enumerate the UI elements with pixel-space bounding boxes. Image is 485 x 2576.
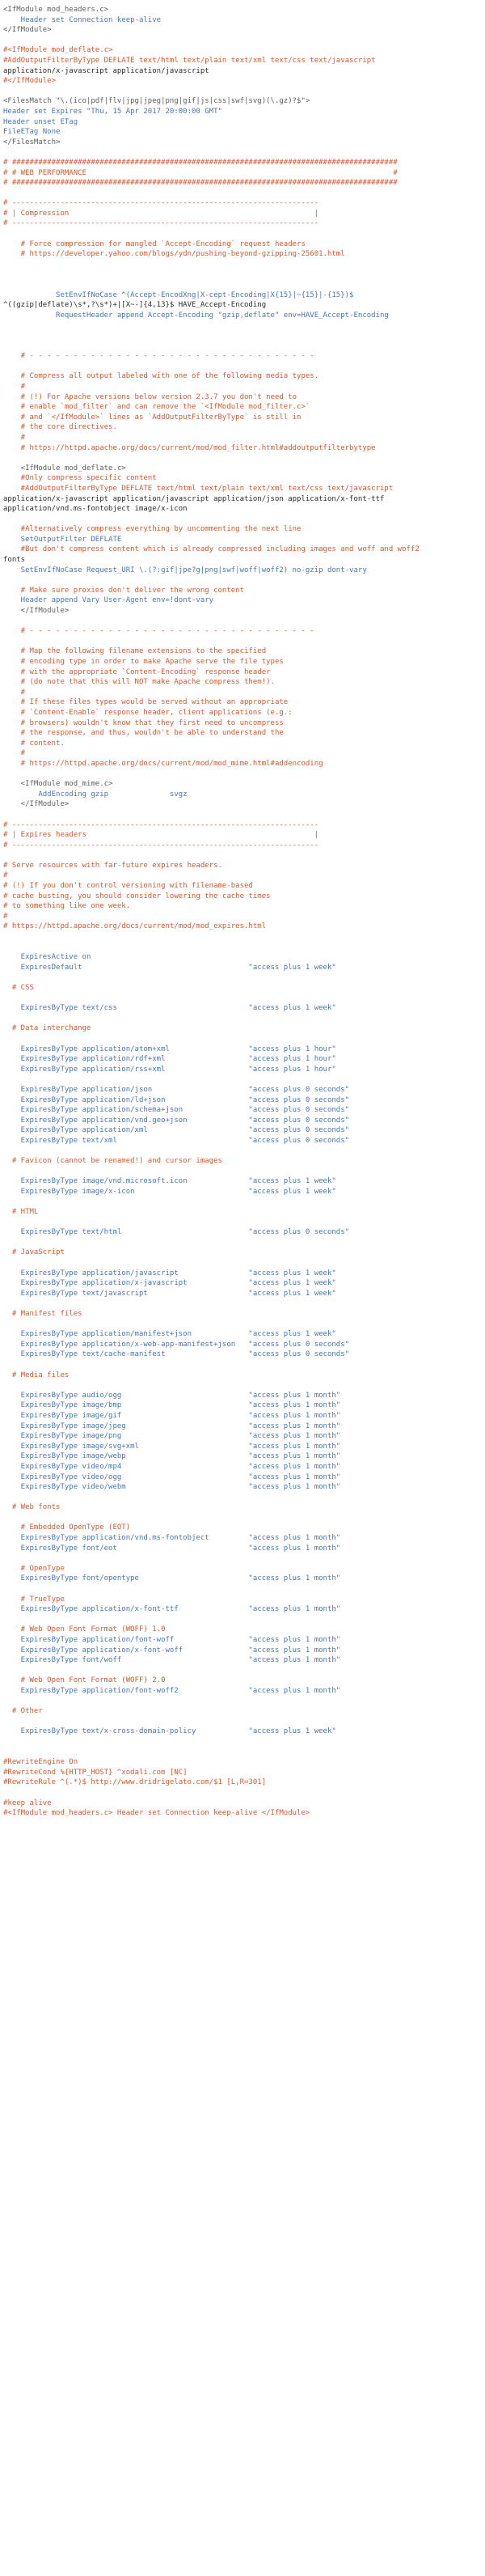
code-line [3,1615,482,1625]
code-line [3,280,482,290]
code-line: # [3,912,8,921]
code-line: ExpiresActive on [3,953,91,962]
code-line: ExpiresByType audio/ogg "access plus 1 month" [3,1391,341,1400]
code-line: ExpiresByType application/rdf+xml "access plus 1 hour" [3,1055,336,1064]
code-line: #RewriteCond %{HTTP_HOST} ^xodali.com [NC] [3,1768,188,1777]
code-line: ExpiresByType image/bmp "access plus 1 month" [3,1401,341,1410]
code-line [3,147,482,158]
code-line: ExpiresByType video/mp4 "access plus 1 month" [3,1462,341,1471]
code-line: ExpiresByType application/vnd.geo+json "access plus 0 seconds" [3,1116,350,1125]
code-line: #<IfModule mod_headers.c> Header set Connection keep-alive </IfModule> [3,1809,310,1818]
code-line: ExpiresByType text/x-cross-domain-policy "access plus 1 week" [3,1727,336,1736]
code-line: # `Content-Enable` response header, client applications (e.g.: [3,708,293,717]
code-line: # Compress all output labeled with one of the following media types. [3,372,319,381]
code-line: # ---------------------------------------------------------------------- [3,820,319,829]
code-line: # [3,382,26,391]
code-line [3,850,482,861]
code-line: AddEncoding gzip svgz [3,790,188,799]
code-line [3,1553,482,1564]
code-line: # - - - - - - - - - - - - - - - - - - - - - - - - - - - - - - - - - [3,352,314,361]
code-line: ExpiresByType application/json "access plus 0 seconds" [3,1085,350,1094]
code-line: # OpenType [3,1564,65,1573]
code-line [3,1717,482,1727]
code-line: # [3,871,8,880]
code-line: ExpiresByType application/rss+xml "access plus 1 hour" [3,1065,336,1074]
code-line: # TrueType [3,1595,65,1604]
code-line: #RewriteEngine On [3,1758,78,1767]
code-line [3,260,482,270]
code-line: # Manifest files [3,1310,82,1318]
code-line: </IfModule> [3,26,52,35]
code-line: Header set Connection keep-alive [3,15,162,24]
code-line [3,320,482,331]
code-line: ExpiresByType application/font-woff "access plus 1 month" [3,1636,341,1644]
code-line: # (!) For Apache versions below version 2.3.7 you don't need to [3,392,297,401]
code-line: ExpiresByType application/vnd.ms-fontobject "access plus 1 month" [3,1534,341,1543]
code-line: # https://httpd.apache.org/docs/current/mod/mod_expires.html [3,922,267,931]
code-line: ExpiresByType font/woff "access plus 1 month" [3,1656,341,1665]
code-line: # enable `mod_filter` and can remove the `<IfModule mod_filter.c>` [3,403,310,412]
code-line: <FilesMatch "\.(ico|pdf|flv|jpg|jpeg|png|gif|js|css|swf|svg)(\.gz)?$"> [3,97,310,106]
code-line: # https://httpd.apache.org/docs/current/mod/mod_filter.html#addoutputfilterbytype [3,443,376,452]
code-line: # the core directives. [3,423,117,432]
code-line: SetEnvIfNoCase Request_URI \.(?:gif|jpe?g|png|swf|woff|woff2) no-gzip dont-vary [3,566,367,574]
code-line: #AddOutputFilterByType DEFLATE text/html text/plain text/xml text/css text/javascript [3,56,376,65]
code-line [3,1320,482,1330]
code-line: ExpiresByType application/ld+json "access plus 0 seconds" [3,1095,350,1104]
code-line: # to something like one week. [3,902,131,911]
code-line: application/x-javascript application/javascript [3,66,209,75]
code-line: ExpiresByType font/eot "access plus 1 month" [3,1544,341,1553]
code-line: Header append Vary User-Agent env=!dont-vary [3,596,214,605]
code-line [3,1737,482,1748]
code-line: ExpiresByType application/x-web-app-manifest+json "access plus 0 seconds" [3,1340,350,1349]
code-line [3,1748,482,1758]
code-line [3,341,482,352]
code-line: #AddOutputFilterByType DEFLATE text/html text/plain text/xml text/css text/javascript [3,484,394,493]
code-line: ExpiresByType text/cache-manifest "access plus 0 seconds" [3,1350,350,1359]
code-line: <IfModule mod_headers.c> [3,6,109,14]
code-line: # | Compression | [3,209,319,218]
code-line: # content. [3,739,65,748]
code-line: #keep alive [3,1799,52,1807]
code-line [3,1258,482,1269]
code-line: # (!) If you don't control versioning with filename-based [3,882,253,891]
code-line: # Serve resources with far-future expires headers. [3,861,222,870]
code-line [3,616,482,627]
code-line: # Make sure proxies don't deliver the wrong content [3,586,245,595]
code-line: ExpiresByType image/png "access plus 1 month" [3,1432,341,1441]
code-line: # JavaScript [3,1248,65,1257]
code-line: # encoding type in order to make Apache serve the file types [3,658,284,666]
code-line: </FilesMatch> [3,138,61,146]
code-line: ExpiresByType image/webp "access plus 1 month" [3,1452,341,1461]
code-line: Header unset ETag [3,117,78,126]
code-line [3,932,482,943]
code-line: # ######################################################################################## [3,158,398,167]
code-line: ExpiresByType image/x-icon "access plus 1 week" [3,1187,336,1196]
code-line: # [3,749,26,758]
code-line: ExpiresByType application/x-javascript "access plus 1 week" [3,1279,336,1288]
code-line [3,994,482,1004]
code-line [3,1584,482,1595]
code-line: ExpiresByType image/jpeg "access plus 1 month" [3,1421,341,1430]
code-line: ExpiresByType text/xml "access plus 0 seconds" [3,1136,350,1145]
code-line: # and `</IfModule>` lines as `AddOutputFilterByType` is still in [3,413,302,422]
code-line: ExpiresByType application/x-font-ttf "access plus 1 month" [3,1605,341,1614]
code-line: ExpiresDefault "access plus 1 week" [3,963,336,972]
code-line: ExpiresByType application/x-font-woff "access plus 1 month" [3,1646,341,1654]
code-line: SetOutputFilter DEFLATE [3,535,122,544]
code-line [3,1034,482,1044]
code-line: ExpiresByType application/javascript "access plus 1 week" [3,1269,336,1277]
code-line [3,1238,482,1248]
code-line: # If these files types would be served without an appropriate [3,698,289,707]
code-line: ExpiresByType application/font-woff2 "access plus 1 month" [3,1686,341,1695]
code-line: ExpiresByType image/gif "access plus 1 month" [3,1411,341,1420]
code-line: RequestHeader append Accept-Encoding "gzip,deflate" env=HAVE_Accept-Encoding [3,311,389,320]
code-line: # Data interchange [3,1024,91,1033]
code-line [3,1146,482,1157]
code-line [3,1014,482,1024]
code-line: #<IfModule mod_deflate.c> [3,46,113,55]
code-line: # Web Open Font Format (WOFF) 1.0 [3,1625,166,1634]
code-line: # ---------------------------------------------------------------------- [3,841,319,849]
code-line: ExpiresByType text/javascript "access plus 1 week" [3,1289,336,1298]
code-line: # [3,433,26,442]
code-line: <IfModule mod_deflate.c> [3,464,126,472]
code-line: #RewriteRule ^(.*)$ http://www.dridrigelato.com/$1 [L,R=301] [3,1778,267,1787]
code-line [3,1360,482,1371]
code-line [3,810,482,820]
code-line: # | Expires headers | [3,831,319,840]
code-line [3,1074,482,1085]
code-line: # [3,688,26,697]
code-line [3,1299,482,1309]
code-line: ExpiresByType application/manifest+json "access plus 1 week" [3,1330,336,1339]
code-line [3,943,482,953]
code-line: ExpiresByType text/html "access plus 0 seconds" [3,1228,350,1237]
code-line: # browsers) wouldn't know that they first need to uncompress [3,718,284,727]
code-line [3,1218,482,1228]
code-line: # the response, and thus, wouldn't be able to understand the [3,729,284,738]
code-line: #But don't compress content which is already compressed including images and woff and woff2 [3,545,420,554]
code-line [3,362,482,372]
code-line [3,331,482,341]
code-line: ExpiresByType font/opentype "access plus 1 month" [3,1574,341,1583]
code-line [3,1513,482,1523]
code-line: Header set Expires "Thu, 15 Apr 2017 20:00:00 GMT" [3,107,222,116]
code-line: # ######################################################################################## [3,179,398,188]
code-line: </IfModule> [3,800,70,809]
code-line: application/x-javascript application/javascript application/json application/x-font-ttf [3,494,385,503]
code-line: ExpiresByType video/ogg "access plus 1 month" [3,1472,341,1481]
code-line: # cache busting, you should consider lowering the cache times [3,892,271,900]
code-line [3,637,482,647]
code-line: ExpiresByType video/webm "access plus 1 month" [3,1483,341,1492]
code-line [3,189,482,199]
code-line: application/vnd.ms-fontobject image/x-icon [3,505,188,514]
code-line: # HTML [3,1208,39,1217]
code-line [3,453,482,464]
code-line: # CSS [3,984,34,992]
code-line: fonts [3,556,26,565]
code-line: #Only compress specific content [3,474,157,483]
code-line: SetEnvIfNoCase ^(Accept-EncodXng|X-cept-Encoding|X{15}|~{15}|-{15})$ [3,290,354,299]
code-line: # # WEB PERFORMANCE # [3,168,398,177]
code-line: # Embedded OpenType (EOT) [3,1523,131,1532]
code-line: <IfModule mod_mime.c> [3,780,113,789]
code-line: ExpiresByType application/schema+json "access plus 0 seconds" [3,1106,350,1115]
code-line: # Favicon (cannot be renamed!) and cursor images [3,1157,222,1166]
code-line: </IfModule> [3,607,70,616]
code-line [3,769,482,780]
code-line [3,575,482,586]
code-line: ExpiresByType text/css "access plus 1 week" [3,1004,336,1013]
code-line: # Force compression for mangled `Accept-Encoding` request headers [3,239,306,248]
code-line: ExpiresByType image/svg+xml "access plus 1 month" [3,1442,341,1451]
code-line [3,1197,482,1207]
code-line [3,515,482,525]
code-line [3,87,482,97]
code-line: ExpiresByType image/vnd.microsoft.icon "access plus 1 week" [3,1177,336,1186]
code-line: FileETag None [3,128,61,137]
code-line: # ---------------------------------------------------------------------- [3,219,319,228]
code-line: #Alternatively compress everything by uncommenting the next line [3,525,302,534]
code-line: ExpiresByType application/xml "access plus 0 seconds" [3,1126,350,1135]
code-line: # with the appropriate `Content-Encoding` response header [3,667,271,676]
code-line [3,229,482,239]
code-line [3,1666,482,1676]
code-line: # Map the following filename extensions to the specified [3,647,267,656]
code-line: # Other [3,1707,43,1716]
code-line [3,972,482,983]
code-line: # https://httpd.apache.org/docs/current/mod/mod_mime.html#addencoding [3,759,323,768]
code-line: # Web fonts [3,1503,61,1512]
code-line: # Web Open Font Format (WOFF) 2.0 [3,1676,166,1685]
code-line [3,1380,482,1391]
code-line: #</IfModule> [3,77,57,86]
code-line [3,269,482,280]
code-line: ExpiresByType application/atom+xml "access plus 1 hour" [3,1044,336,1053]
code-line: ^((gzip|deflate)\s*,?\s*)+|[X~-]{4,13}$ HAVE_Accept-Encoding [3,301,267,310]
code-line [3,1697,482,1707]
code-line: # Media files [3,1371,70,1379]
code-line [3,36,482,46]
code-line: # https://developer.yahoo.com/blogs/ydn/pushing-beyond-gzipping-25601.html [3,250,345,259]
code-line: # (do note that this will NOT make Apache compress them!). [3,678,275,687]
code-line: # - - - - - - - - - - - - - - - - - - - - - - - - - - - - - - - - - [3,627,314,636]
code-line [3,1788,482,1799]
code-line [3,1167,482,1177]
code-line [3,1493,482,1503]
code-line: # ---------------------------------------------------------------------- [3,199,319,208]
